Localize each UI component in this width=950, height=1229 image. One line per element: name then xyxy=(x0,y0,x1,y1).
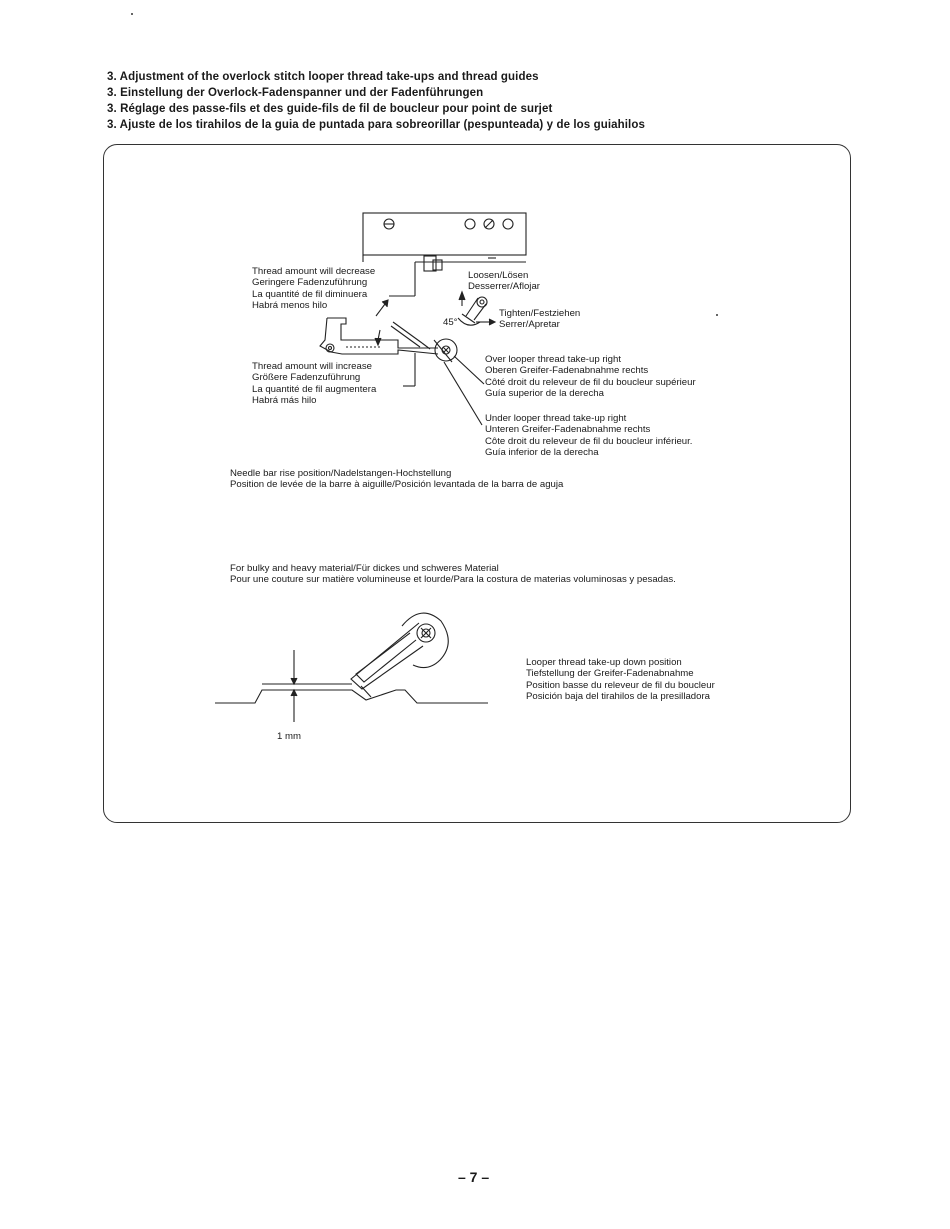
take-up-lever xyxy=(320,318,457,362)
dimension-marker xyxy=(291,650,297,722)
scan-speck xyxy=(716,314,718,316)
heading-de: 3. Einstellung der Overlock-Fadenspanner und der Fadenführungen xyxy=(107,87,484,99)
page-number: – 7 – xyxy=(458,1169,490,1185)
under-looper-label: Under looper thread take-up right Unteren Greifer-Fadenabnahme rechts Côte droit du releveur de fil du boucleur inférieur. Guía inferior de la derecha xyxy=(485,413,693,458)
mounting-plate xyxy=(363,213,526,271)
decrease-label: Thread amount will decrease Geringere Fadenzuführung La quantité de fil diminuera Habrá menos hilo xyxy=(252,266,376,311)
heading-es: 3. Ajuste de los tirahilos de la guia de puntada para sobreorillar (pespunteada) y de los guiahilos xyxy=(107,119,645,131)
needle-bar-caption: Needle bar rise position/Nadelstangen-Hochstellung Position de levée de la barre à aiguille/Posición levantada de la barra de aguja xyxy=(230,468,564,491)
heading-en: 3. Adjustment of the overlock stitch looper thread take-ups and thread guides xyxy=(107,71,539,83)
loosen-label: Loosen/Lösen Desserrer/Aflojar xyxy=(468,270,540,293)
scan-speck xyxy=(131,13,133,15)
fabric-profile xyxy=(215,684,488,703)
down-position-label: Looper thread take-up down position Tiefstellung der Greifer-Fadenabnahme Position basse du releveur de fil du boucleur Posición baja del tirahilos de la presilladora xyxy=(526,657,715,702)
tighten-screw-sketch xyxy=(458,292,487,325)
increase-label: Thread amount will increase Größere Fadenzuführung La quantité de fil augmentera Habrá más hilo xyxy=(252,361,377,406)
angle-label: 45° xyxy=(443,317,458,328)
screwdriver-sketch xyxy=(391,322,430,349)
heading-fr: 3. Réglage des passe-fils et des guide-fils de fil de boucleur pour point de surjet xyxy=(107,103,553,115)
looper-take-up-down xyxy=(351,613,448,697)
over-looper-label: Over looper thread take-up right Oberen Greifer-Fadenabnahme rechts Côté droit du releveur de fil du boucleur supérieur Guía superior de la derecha xyxy=(485,354,696,399)
bulky-material-caption: For bulky and heavy material/Für dickes und schweres Material Pour une couture sur matière volumineuse et lourde/Para la costura de materias voluminosas y pesadas. xyxy=(230,563,676,586)
range-bracket xyxy=(389,262,415,386)
dimension-label: 1 mm xyxy=(277,731,301,742)
tighten-label: Tighten/Festziehen Serrer/Apretar xyxy=(499,308,581,331)
